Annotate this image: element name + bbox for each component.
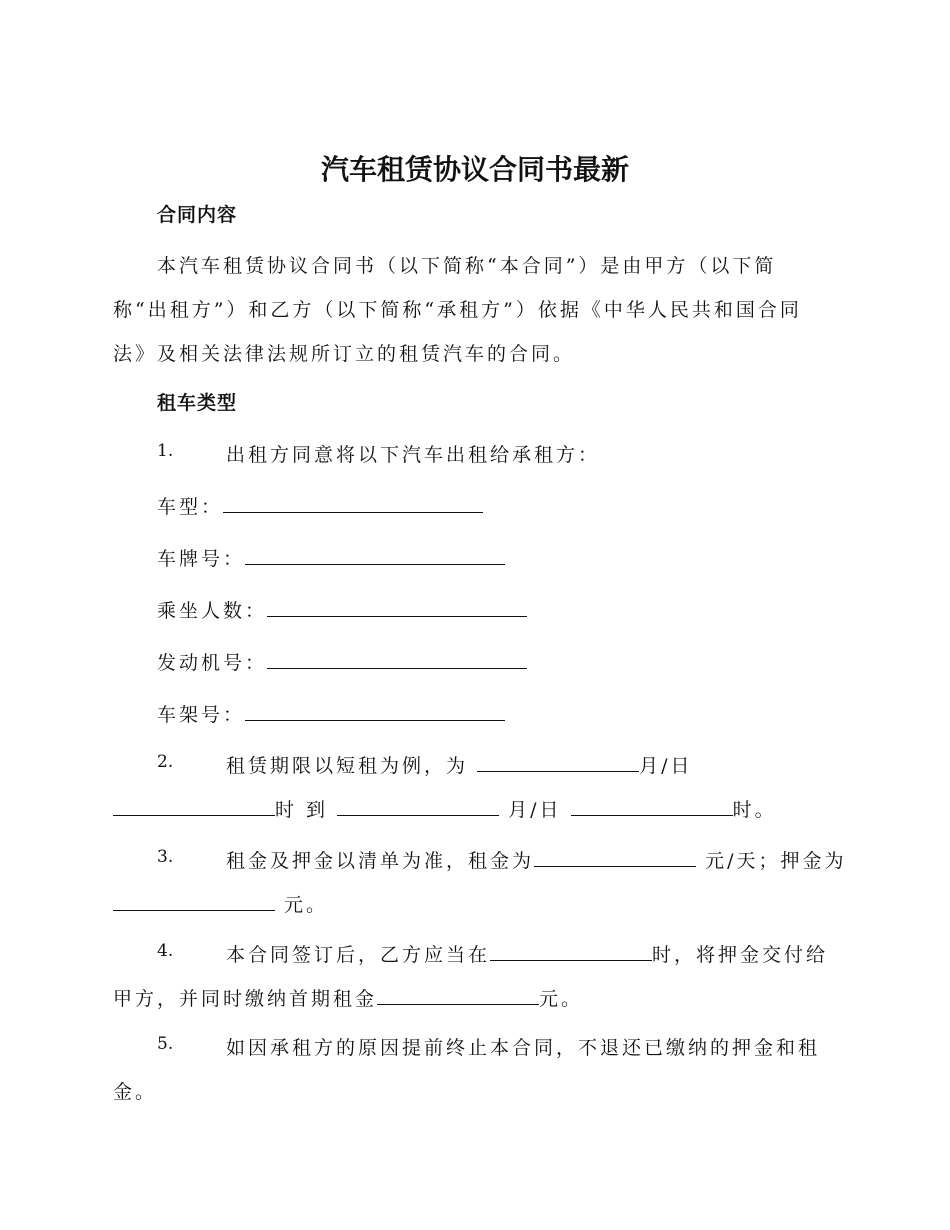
- item-text: 月/日: [508, 799, 562, 821]
- blank-line: [267, 598, 527, 617]
- blank-line: [113, 892, 275, 911]
- item-text-line: [226, 940, 828, 967]
- field-seat-count: [157, 596, 527, 623]
- item-text: 金。: [113, 1081, 158, 1103]
- item-number: 5.: [157, 1034, 174, 1054]
- item-text: 出租方同意将以下汽车出租给承租方：: [226, 444, 601, 466]
- item-text: 租赁期限以短租为例，为: [226, 755, 469, 777]
- blank-line: [245, 702, 505, 721]
- item-text: 时，将押金交付给: [652, 944, 829, 966]
- document-title: 汽车租赁协议合同书最新: [320, 153, 629, 186]
- blank-line: [113, 797, 275, 816]
- blank-line: [571, 797, 733, 816]
- item-number: 3.: [157, 847, 174, 867]
- item-text: 元。: [284, 894, 329, 916]
- item-text: 本合同签订后，乙方应当在: [226, 944, 491, 966]
- item-text-line: [226, 751, 692, 778]
- section-heading-rental-type: 租车类型: [157, 392, 238, 414]
- section-heading-contract-content: 合同内容: [157, 204, 238, 226]
- item-text: 如因承租方的原因提前终止本合同，不退还已缴纳的押金和租: [226, 1037, 821, 1059]
- item-number: 2.: [157, 752, 174, 772]
- item-number: 4.: [157, 941, 174, 961]
- field-label: 发动机号：: [157, 652, 268, 674]
- field-vehicle-model: [157, 492, 483, 519]
- item-text: 月/日: [639, 755, 693, 777]
- item-text-line: [113, 984, 583, 1011]
- field-plate-number: [157, 544, 505, 571]
- item-text: 元。: [539, 988, 584, 1010]
- field-label: 车牌号：: [157, 548, 246, 570]
- field-engine-number: [157, 648, 527, 675]
- blank-line: [490, 942, 652, 961]
- blank-line: [534, 848, 696, 867]
- field-label: 车型：: [157, 496, 224, 518]
- item-text-line: [226, 846, 846, 873]
- item-number: 1.: [157, 441, 174, 461]
- item-text: 元/天；押金为: [705, 850, 847, 872]
- item-text: 甲方，并同时缴纳首期租金: [113, 988, 378, 1010]
- field-label: 乘坐人数：: [157, 600, 268, 622]
- blank-line: [245, 546, 505, 565]
- item-text-line: [113, 795, 777, 822]
- paragraph-line: 称“出租方”）和乙方（以下简称“承租方”）依据《中华人民共和国合同: [113, 299, 802, 321]
- paragraph-line: 法》及相关法律法规所订立的租赁汽车的合同。: [113, 343, 576, 365]
- item-text: 时 到: [275, 799, 329, 821]
- paragraph-line: 本汽车租赁协议合同书（以下简称“本合同”）是由甲方（以下简: [157, 255, 777, 277]
- blank-line: [337, 797, 499, 816]
- item-text: 租金及押金以清单为准，租金为: [226, 850, 535, 872]
- field-frame-number: [157, 700, 505, 727]
- field-label: 车架号：: [157, 704, 246, 726]
- blank-line: [377, 986, 539, 1005]
- item-text-line: [113, 890, 328, 917]
- item-text: 时。: [732, 799, 777, 821]
- blank-line: [223, 494, 483, 513]
- blank-line: [267, 650, 527, 669]
- blank-line: [477, 753, 639, 772]
